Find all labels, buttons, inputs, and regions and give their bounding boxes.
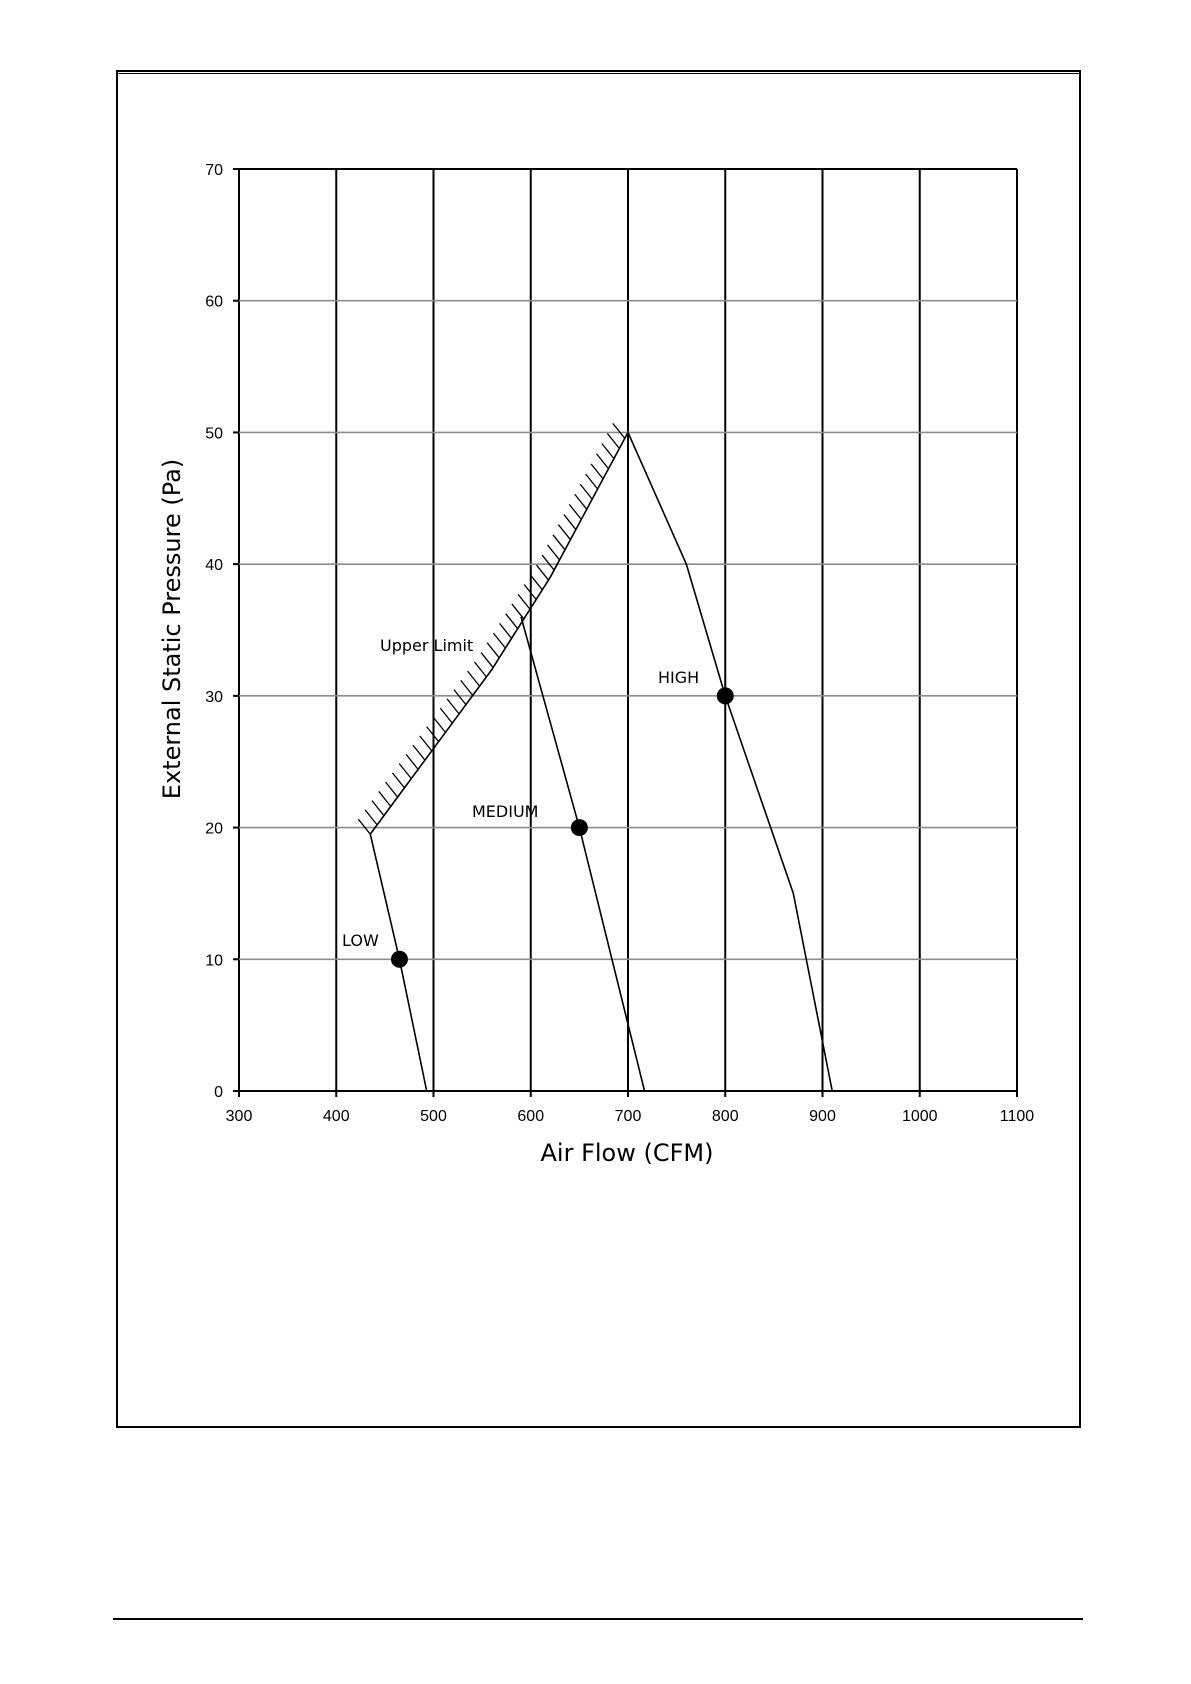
y-tick-label: 60	[205, 293, 223, 311]
y-tick-label: 50	[205, 425, 223, 443]
hatch-mark	[591, 464, 603, 479]
hatch-mark	[569, 504, 581, 519]
hatch-mark	[406, 754, 418, 769]
hatch-mark	[506, 614, 518, 629]
hatch-mark	[500, 623, 512, 638]
hatch-mark	[481, 653, 493, 668]
hatch-mark	[558, 525, 570, 540]
x-tick-label: 1000	[901, 1108, 938, 1125]
hatch-mark	[536, 565, 548, 580]
hatch-mark	[518, 594, 530, 609]
x-tick-label: 1100	[999, 1108, 1035, 1125]
hatch-mark	[548, 545, 560, 560]
hatch-mark	[474, 662, 486, 677]
series-label-high: HIGH	[658, 668, 700, 687]
x-tick-label: 400	[322, 1108, 350, 1125]
footer-rule	[113, 1618, 1083, 1620]
hatch-mark	[420, 736, 432, 751]
hatch-mark	[392, 773, 404, 788]
hatch-mark	[613, 423, 625, 438]
hatch-mark	[372, 801, 384, 816]
x-tick-label: 900	[809, 1108, 836, 1125]
hatch-mark	[586, 474, 598, 489]
hatch-mark	[602, 444, 614, 459]
grid-layer	[233, 169, 1017, 1097]
series-label-medium: MEDIUM	[472, 802, 539, 821]
hatch-mark	[386, 782, 398, 797]
y-tick-label: 30	[205, 688, 223, 706]
hatch-mark	[493, 633, 505, 648]
x-tick-label: 600	[517, 1108, 545, 1125]
operating-point-medium	[571, 819, 588, 836]
x-tick-label: 700	[614, 1108, 642, 1125]
y-tick-label: 10	[205, 952, 223, 970]
upper-limit-label: Upper Limit	[380, 636, 474, 655]
y-tick-label: 0	[214, 1084, 223, 1101]
x-axis-title: Air Flow (CFM)	[540, 1139, 714, 1167]
hatch-mark	[358, 819, 370, 834]
hatch-mark	[468, 671, 480, 686]
x-tick-label: 300	[225, 1108, 253, 1125]
y-axis-title: External Static Pressure (Pa)	[158, 458, 186, 800]
hatch-mark	[542, 555, 554, 570]
hatch-mark	[440, 708, 452, 723]
hatch-mark	[530, 575, 542, 590]
y-tick-label: 40	[205, 557, 223, 575]
upper-limit-curve	[370, 432, 628, 834]
hatch-mark	[447, 699, 459, 714]
curve-medium	[521, 617, 645, 1091]
hatch-mark	[461, 680, 473, 695]
hatch-mark	[413, 745, 425, 760]
hatch-mark	[454, 690, 466, 705]
tick-label-layer	[205, 162, 1034, 1125]
operating-point-low	[391, 951, 408, 968]
hatch-mark	[575, 494, 587, 509]
hatch-mark	[564, 515, 576, 530]
operating-point-high	[717, 687, 734, 704]
curve-high	[628, 432, 832, 1091]
hatch-mark	[580, 484, 592, 499]
hatch-mark	[433, 717, 445, 732]
hatch-mark	[607, 433, 619, 448]
y-tick-label: 70	[205, 162, 223, 179]
x-tick-label: 800	[711, 1108, 739, 1125]
hatch-mark	[596, 454, 608, 469]
series-label-low: LOW	[342, 931, 379, 950]
curve-layer	[358, 423, 832, 1091]
hatch-mark	[365, 810, 377, 825]
hatch-mark	[379, 791, 391, 806]
hatch-mark	[487, 643, 499, 658]
x-tick-label: 500	[420, 1108, 447, 1125]
hatch-mark	[553, 535, 565, 550]
hatch-mark	[512, 604, 524, 619]
hatch-mark	[399, 764, 411, 779]
y-tick-label: 20	[205, 820, 223, 838]
upper-limit-hatching	[358, 423, 625, 834]
